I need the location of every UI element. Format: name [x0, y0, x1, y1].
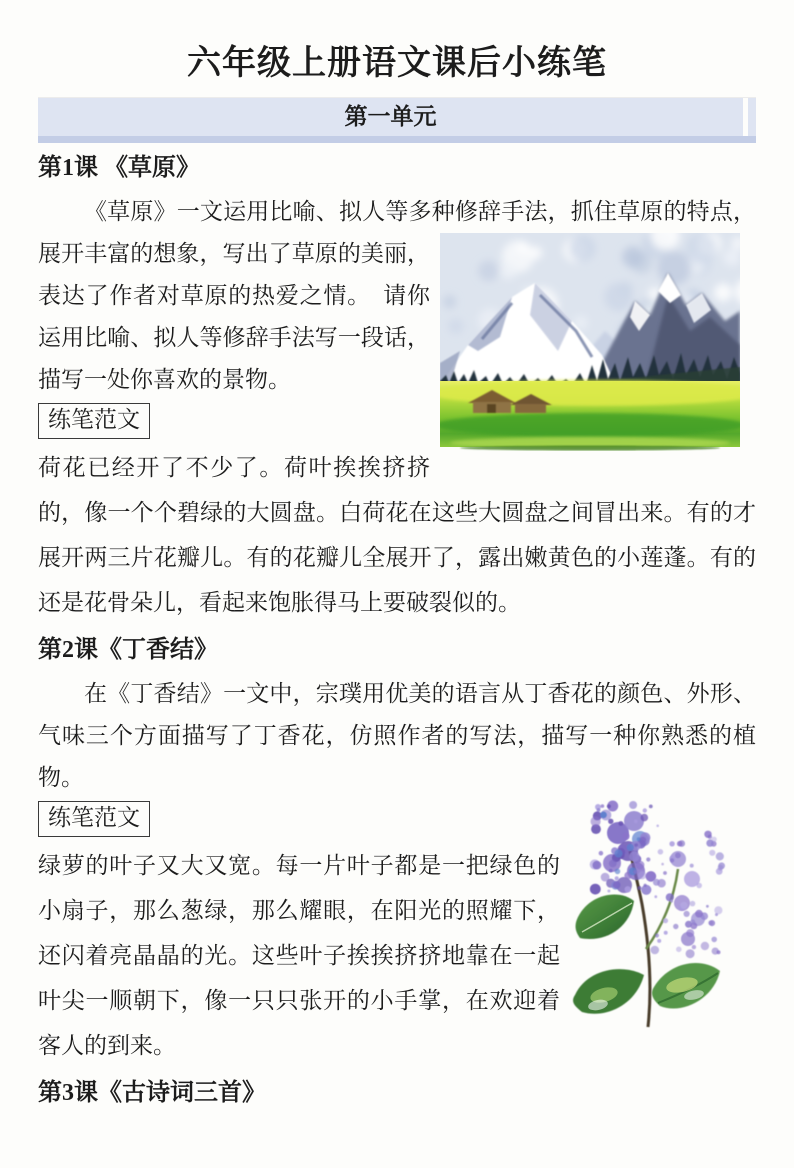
worksheet-page — [0, 44, 794, 1168]
lesson1-sample-text: 荷花已经开了不少了。荷叶挨挨挤挤的，像一个个碧绿的大圆盘。白荷花在这些大圆盘之间冒出来。有的才展开两三片花瓣儿。有的花瓣儿全展开了，露出嫩黄色的小莲蓬。有的还是花骨朵儿，看起来饱胀得马上要破裂似的。 — [38, 455, 756, 615]
lesson2-sample-label: 练笔范文 — [38, 801, 150, 837]
lesson3-heading: 第3课《古诗词三首》 — [38, 1080, 266, 1106]
lesson1-heading: 第1课 《草原》 — [38, 155, 200, 181]
unit-banner — [38, 97, 756, 143]
grassland-illustration — [440, 233, 740, 451]
banner-sliver — [748, 98, 756, 136]
lesson1-intro — [38, 191, 756, 401]
lesson2-sample-section — [38, 799, 756, 1068]
lesson1-intro-text: 《草原》一文运用比喻、拟人等多种修辞手法，抓住草原的特点，展开丰富的想象，写出了草原的美丽，表达了作者对草原的热爱之情。 请你运用比喻、拟人等修辞手法写一段话，描写一处你喜欢的景物。 — [38, 199, 756, 392]
lesson2-sample-text: 绿萝的叶子又大又宽。每一片叶子都是一把绿色的小扇子，那么葱绿，那么耀眼，在阳光的照耀下，还闪着亮晶晶的光。这些叶子挨挨挤挤地靠在一起叶尖一顺朝下，像一只只张开的小手掌，在欢迎着客人的到来。 — [38, 853, 560, 1058]
lesson2-intro: 在《丁香结》一文中，宗璞用优美的语言从丁香花的颜色、外形、气味三个方面描写了丁香花，仿照作者的写法，描写一种你熟悉的植物。 — [38, 681, 756, 790]
lesson1-sample-label: 练笔范文 — [38, 403, 150, 439]
lesson2-heading: 第2课《丁香结》 — [38, 637, 218, 663]
lilac-illustration — [570, 799, 730, 1029]
page-title: 六年级上册语文课后小练笔 — [187, 45, 607, 82]
unit-banner-label: 第一单元 — [38, 98, 743, 136]
